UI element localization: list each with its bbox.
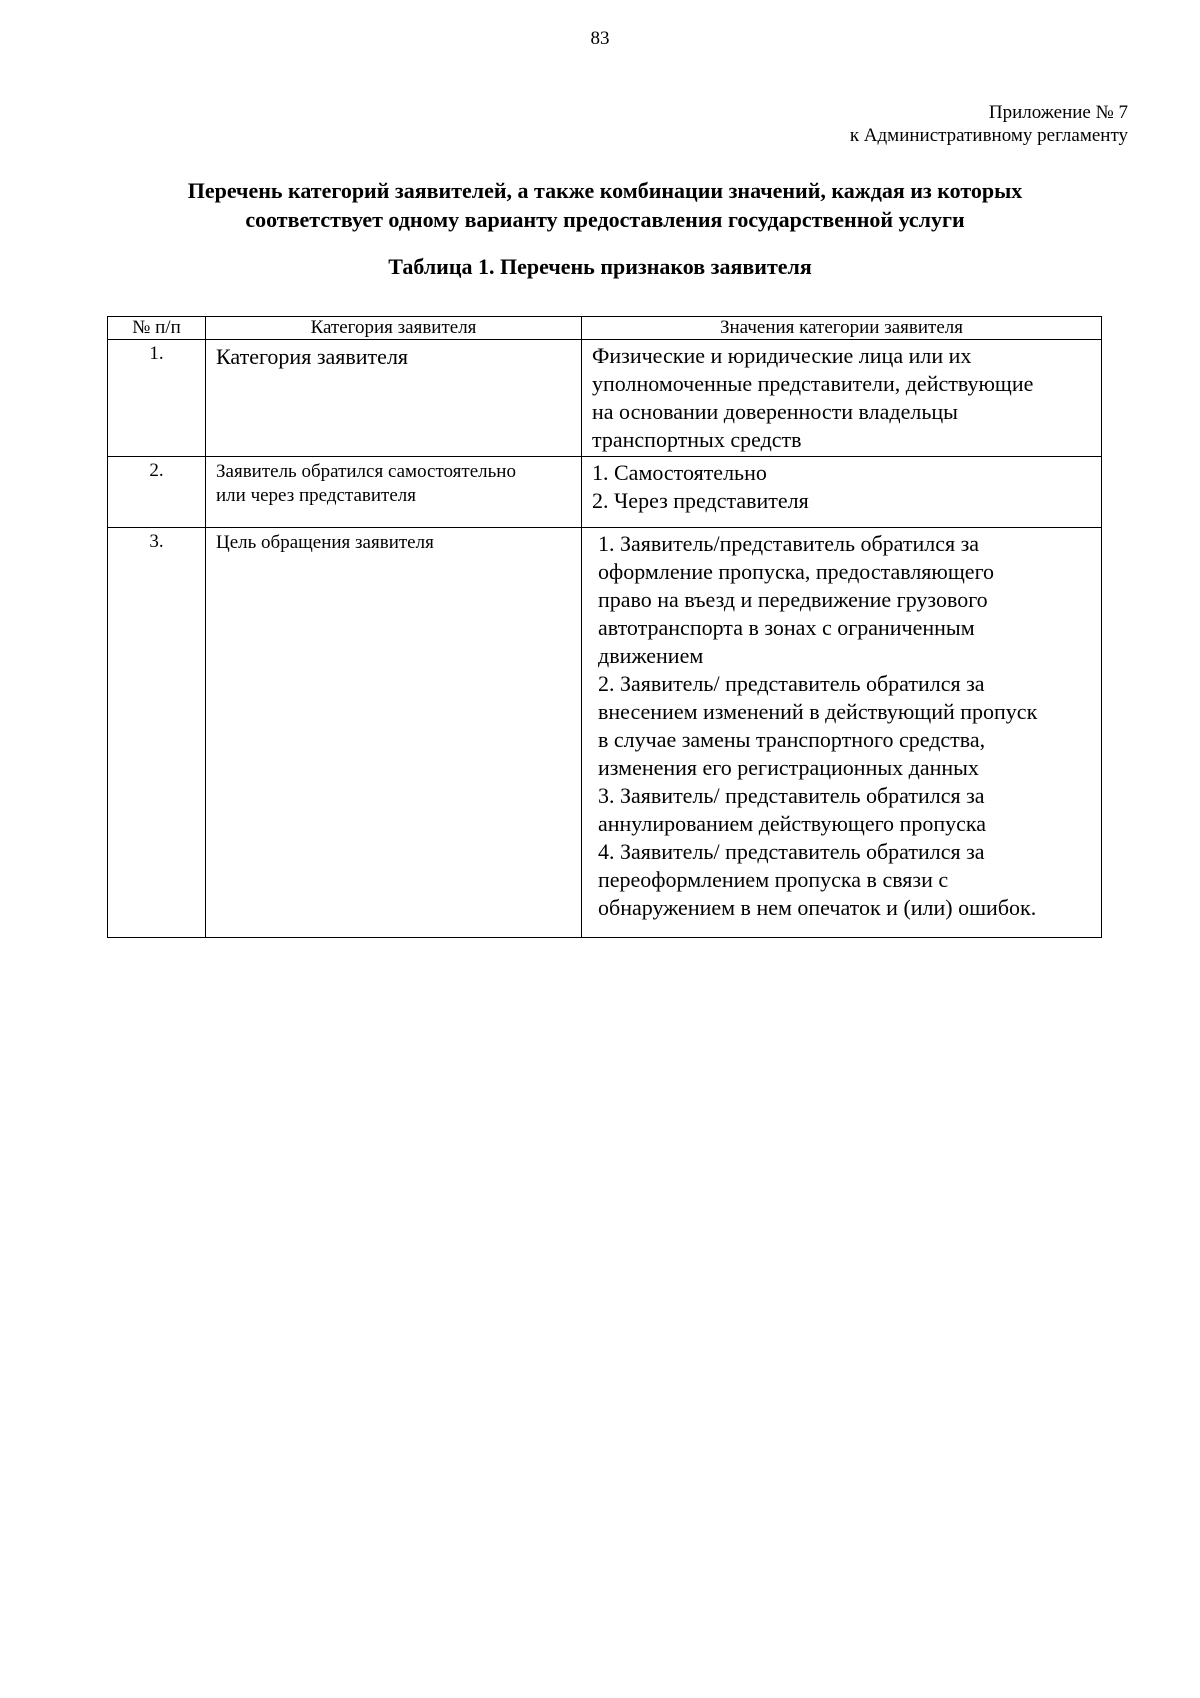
row-category: Цель обращения заявителя xyxy=(206,528,582,938)
value-line: автотранспорта в зонах с ограниченным xyxy=(598,615,975,640)
table-row xyxy=(108,457,1102,528)
table-row xyxy=(108,528,1102,938)
value-line: 2. Через представителя xyxy=(592,488,809,513)
header-values: Значения категории заявителя xyxy=(582,317,1102,340)
table-caption: Таблица 1. Перечень признаков заявителя xyxy=(388,254,812,279)
row-number: 2. xyxy=(108,457,206,528)
document-title xyxy=(90,176,1120,234)
row-values xyxy=(582,340,1102,457)
row-values xyxy=(582,528,1102,938)
value-line: 1. Заявитель/представитель обратился за xyxy=(598,531,980,556)
appendix-reference xyxy=(850,101,1128,147)
appendix-line-1: Приложение № 7 xyxy=(988,102,1128,123)
page-number: 83 xyxy=(590,28,610,49)
value-line: уполномоченные представители, действующие xyxy=(592,371,1034,396)
table-header-row xyxy=(108,317,1102,340)
value-line: 1. Самостоятельно xyxy=(592,460,767,485)
header-category: Категория заявителя xyxy=(206,317,582,340)
row-category: Категория заявителя xyxy=(206,340,582,457)
value-line: переоформлением пропуска в связи с xyxy=(598,867,949,892)
document-title-line-1: Перечень категорий заявителей, а также комбинации значений, каждая из которых xyxy=(187,178,1023,203)
row-number: 3. xyxy=(108,528,206,938)
value-line: обнаружением в нем опечаток и (или) ошибок. xyxy=(598,895,1037,920)
value-line: аннулированием действующего пропуска xyxy=(598,811,986,836)
header-number: № п/п xyxy=(108,317,206,340)
row-category xyxy=(206,457,582,528)
value-line: на основании доверенности владельцы xyxy=(592,399,958,424)
category-line: или через представителя xyxy=(216,485,416,506)
row-values xyxy=(582,457,1102,528)
applicant-attributes-table xyxy=(107,316,1102,938)
value-line: 4. Заявитель/ представитель обратился за xyxy=(598,839,985,864)
row-number: 1. xyxy=(108,340,206,457)
category-line: Заявитель обратился самостоятельно xyxy=(216,461,516,482)
value-line: 2. Заявитель/ представитель обратился за xyxy=(598,671,985,696)
value-line: движением xyxy=(598,643,704,668)
value-line: Физические и юридические лица или их xyxy=(592,343,972,368)
value-line: в случае замены транспортного средства, xyxy=(598,727,986,752)
value-line: внесением изменений в действующий пропуск xyxy=(598,699,1038,724)
value-line: изменения его регистрационных данных xyxy=(598,755,979,780)
document-title-line-2: соответствует одному варианту предоставления государственной услуги xyxy=(245,207,965,232)
appendix-line-2: к Административному регламенту xyxy=(849,125,1128,146)
value-line: 3. Заявитель/ представитель обратился за xyxy=(598,783,985,808)
value-line: транспортных средств xyxy=(592,427,802,452)
value-line: право на въезд и передвижение грузового xyxy=(598,587,988,612)
value-line: оформление пропуска, предоставляющего xyxy=(598,559,995,584)
table-row xyxy=(108,340,1102,457)
